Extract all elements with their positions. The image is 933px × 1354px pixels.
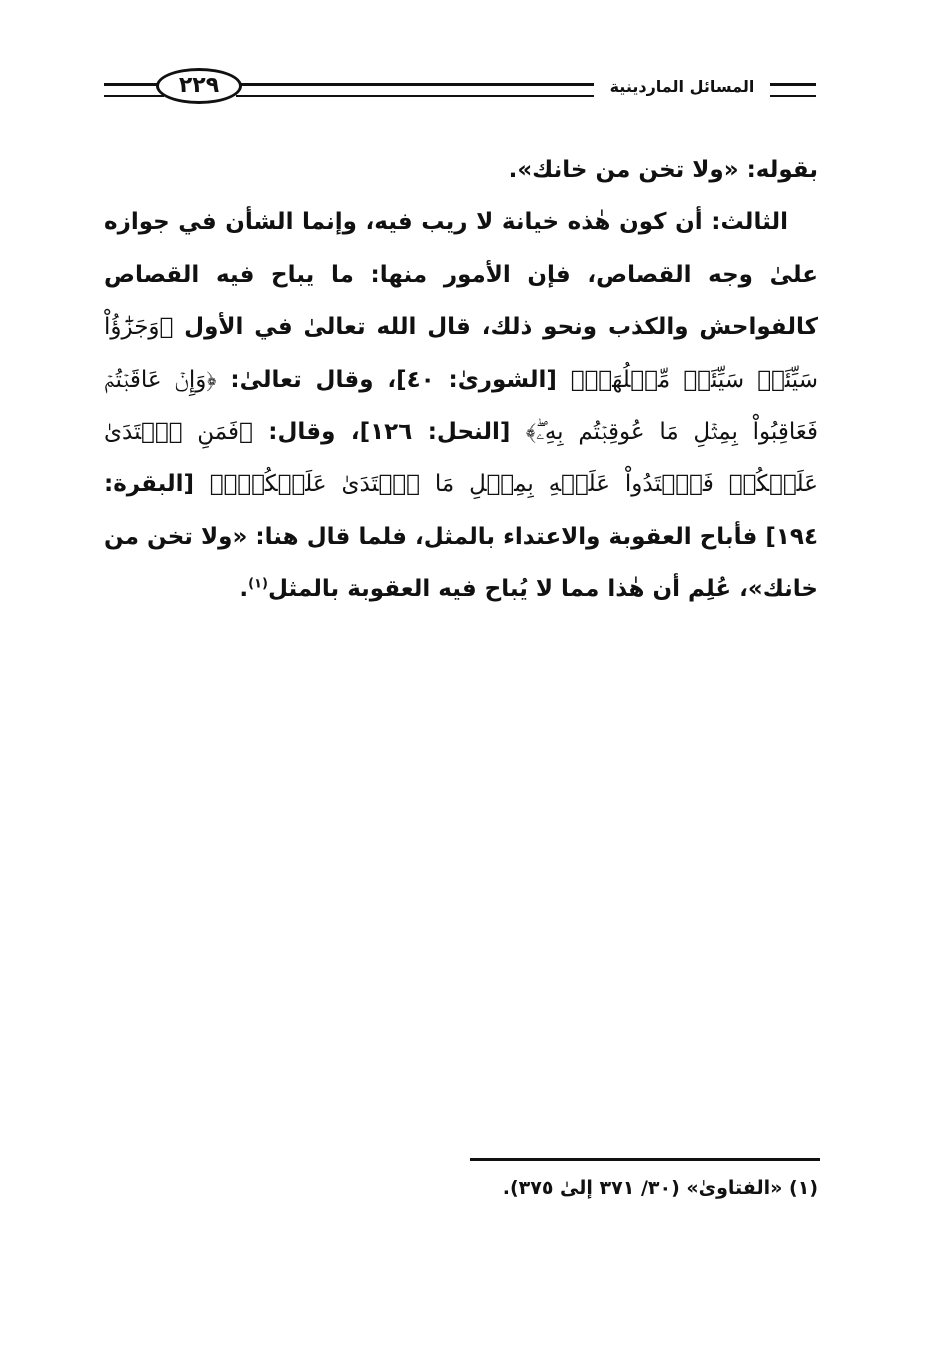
quran-verse-3: ﴿فَمَنِ ٱعۡتَدَىٰ عَلَيۡكُمۡ فَٱعۡتَدُواْ عَلَيۡهِ بِمِثۡلِ مَا ٱعۡتَدَىٰ عَلَيۡكُمۡۚ﴾ xyxy=(104,419,818,498)
header-rule-right xyxy=(770,83,816,97)
footnote-marker: (١) xyxy=(248,576,268,592)
running-header xyxy=(104,66,816,110)
verse-reference-2: [النحل: ١٢٦]، وقال: xyxy=(252,419,526,446)
running-title: المسائل الماردينية xyxy=(609,77,755,96)
verse-reference-1: [الشورىٰ: ٤٠]، وقال تعالىٰ: xyxy=(216,366,571,393)
footnote-1: (١) «الفتاوىٰ» (٣٠/ ٣٧١ إلىٰ ٣٧٥). xyxy=(502,1177,818,1199)
verse-reference-3: [البقرة: ١٩٤] فأباح العقوبة والاعتداء بالمثل، فلما قال هنا: «ولا تخن من خانك»، عُلِم أن هٰذا مما لا يُباح فيه العقوبة بالمثل xyxy=(104,471,818,603)
header-rule-middle xyxy=(236,83,594,97)
quran-verse-1: ﴿وَجَزَٰٓؤُاْ سَيِّئَةٖ سَيِّئَةٞ مِّثۡلُهَاۖ﴾ xyxy=(104,314,818,393)
header-rule-left xyxy=(104,83,164,97)
paragraph-1: بقوله: «ولا تخن من خانك». xyxy=(508,157,818,183)
main-text xyxy=(104,144,818,616)
quran-verse-2: ﴿وَإِنۡ عَاقَبۡتُمۡ فَعَاقِبُواْ بِمِثۡلِ مَا عُوقِبۡتُم بِهِۦۖ﴾ xyxy=(104,366,818,446)
end-punctuation: . xyxy=(239,576,249,603)
paragraph-2 xyxy=(104,196,818,615)
footnote-separator xyxy=(470,1158,820,1161)
paragraph-2-text-a: الثالث: أن كون هٰذه خيانة لا ريب فيه، وإنما الشأن في جوازه علىٰ وجه القصاص، فإن الأمور منها: ما يباح فيه القصاص كالفواحش والكذب ونحو ذلك، قال الله تعالىٰ في الأول xyxy=(104,209,818,341)
page-number: ٢٢٩ xyxy=(156,68,242,104)
